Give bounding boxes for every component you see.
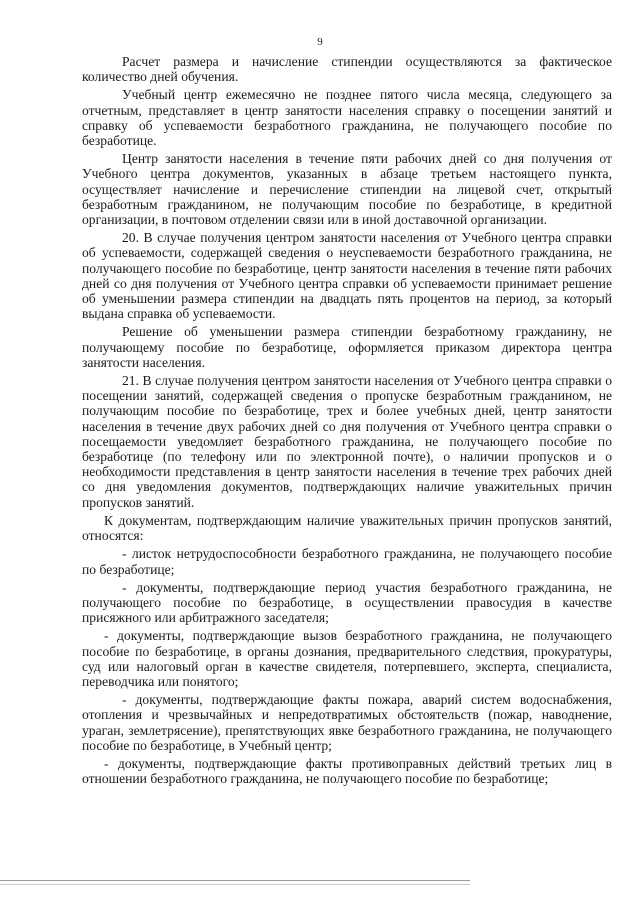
list-item-jury-duty: - документы, подтверждающие период участия безработного гражданина, не получающего пособие по безработице, в осуществлении правосудия в качестве присяжного или арбитражного заседателя; bbox=[82, 579, 612, 626]
paragraph-stipend-calculation: Расчет размера и начисление стипендии осуществляются за фактическое количество дней обучения. bbox=[82, 54, 612, 85]
paragraph-clause-20: 20. В случае получения центром занятости населения от Учебного центра справки об успеваемости, содержащей сведения о неуспеваемости безработного гражданина, не получающего пособие по безработице, центр занятости населения в течение пяти рабочих дней со дня получения от Учебного центра справки об успеваемости принимает решение об уменьшении размера стипендии на двадцать пять процентов на период, за который выдана справка об успеваемости. bbox=[82, 230, 612, 322]
document-body bbox=[82, 54, 612, 789]
page-bottom-border-shadow bbox=[0, 884, 470, 885]
list-item-emergencies: - документы, подтверждающие факты пожара, аварий систем водоснабжения, отопления и чрезвычайных и непредотвратимых обстоятельств (пожар, наводнение, ураган, землетрясение), препятствующих явке безработного гражданина, не получающего пособие по безработице, в Учебный центр; bbox=[82, 692, 612, 753]
list-item-summons: - документы, подтверждающие вызов безработного гражданина, не получающего пособие по безработице, в органы дознания, предварительного следствия, прокуратуры, суд или налоговый орган в качестве свидетеля, потерпевшего, эксперта, специалиста, переводчика или понятого; bbox=[82, 628, 612, 689]
list-item-sick-leave: - листок нетрудоспособности безработного гражданина, не получающего пособие по безработице; bbox=[82, 546, 612, 577]
page-bottom-border bbox=[0, 880, 470, 881]
page-number: 9 bbox=[317, 36, 323, 48]
paragraph-valid-reasons-intro: К документам, подтверждающим наличие уважительных причин пропусков занятий, относятся: bbox=[82, 512, 612, 544]
paragraph-clause-21: 21. В случае получения центром занятости населения от Учебного центра справки о посещении занятий, содержащей сведения о пропуске безработным гражданином, не получающим пособие по безработице, трех и более учебных дней, центр занятости населения в течение двух рабочих дней со дня получения от Учебного центра справки о посещаемости уведомляет безработного гражданина, не получающего пособие по безработице (по телефону или по электронной почте), о наличии пропусков и о необходимости представления в центр занятости населения в течение трех рабочих дней со дня уведомления документов, подтверждающих наличие уважительных причин пропусков занятий. bbox=[82, 373, 612, 510]
paragraph-reduction-decision: Решение об уменьшении размера стипендии безработному гражданину, не получающему пособие по безработице, оформляется приказом директора центра занятости населения. bbox=[82, 324, 612, 370]
paragraph-stipend-payment: Центр занятости населения в течение пяти рабочих дней со дня получения от Учебного центра документов, указанных в абзаце третьем настоящего пункта, осуществляет начисление и перечисление стипендии на лицевой счет, открытый безработным гражданином, не получающим пособие по безработице, в кредитной организации, в почтовом отделении связи или в иной доставочной организации. bbox=[82, 151, 612, 228]
list-item-unlawful-acts: - документы, подтверждающие факты противоправных действий третьих лиц в отношении безработного гражданина, не получающего пособие по безработице; bbox=[82, 755, 612, 787]
paragraph-monthly-report: Учебный центр ежемесячно не позднее пятого числа месяца, следующего за отчетным, представляет в центр занятости населения справку о посещении занятий и справку об успеваемости безработного гражданина, не получающего пособие по безработице. bbox=[82, 87, 612, 149]
